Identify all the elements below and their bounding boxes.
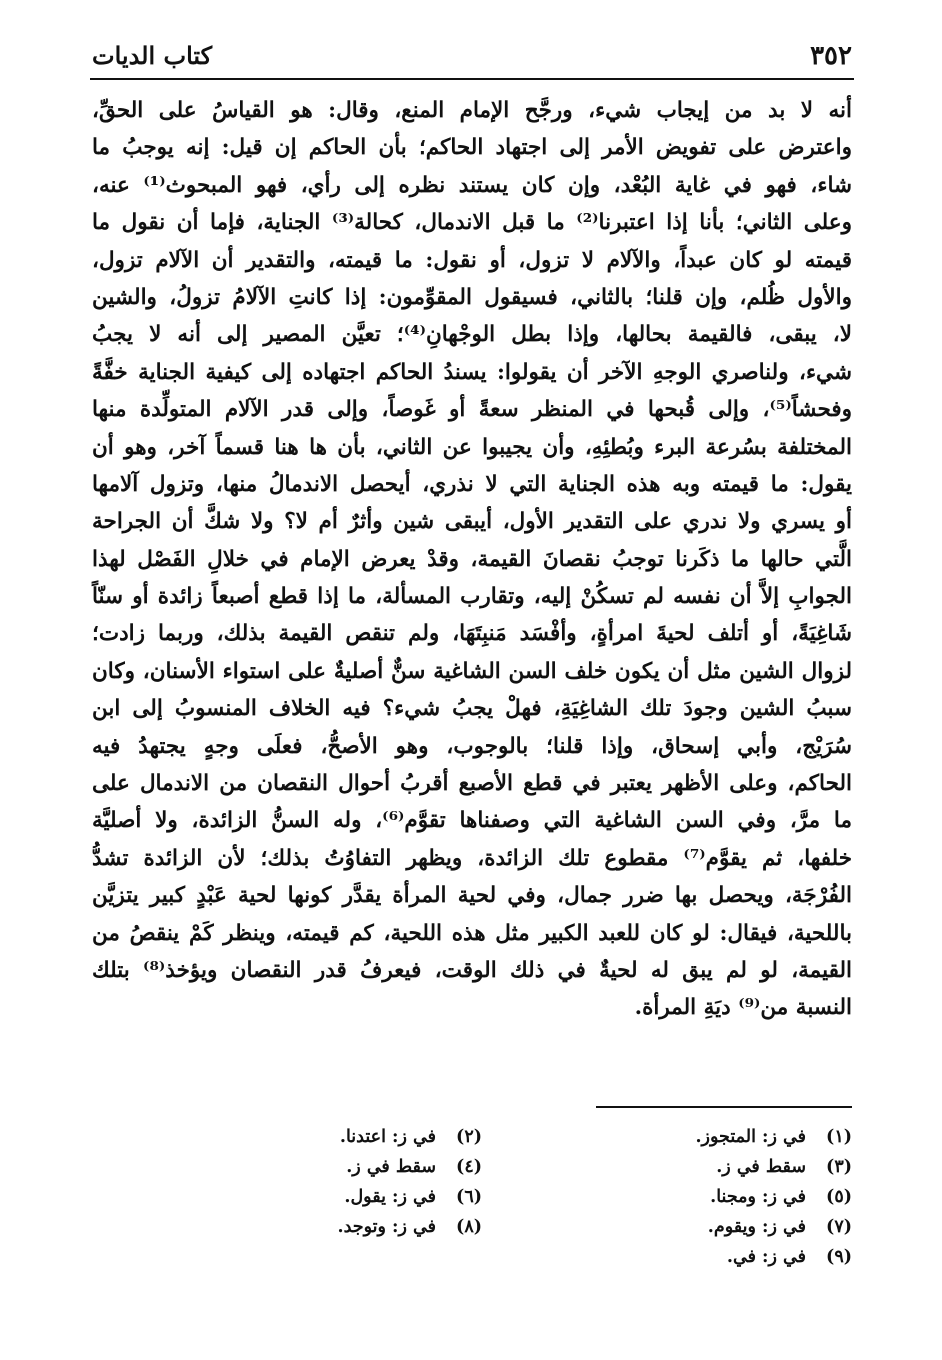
footnote-6: [152, 1182, 482, 1212]
footnote-text: في ز: ومجنا.: [710, 1187, 806, 1207]
text-line: الجوابِ إلاَّ أن نفسه لم تسكُنْ إليه، وتقارب المسألة، ما إذا قطع أصبعاً زائدة أو سنّاً: [92, 584, 852, 610]
footnote-3: [522, 1152, 852, 1182]
text-line: الحاكم، وعلى الأظهر يعتبر في قطع الأصبع أقربُ أحوال النقصان من الاندمال على: [92, 771, 852, 797]
text-line: لا، يبقى، فالقيمة بحالها، وإذا بطل الوجْهانِ⁽⁴⁾؛ تعيَّن المصير إلى أنه لا يجبُ: [92, 322, 852, 348]
footnote-row: [92, 1152, 852, 1182]
footnote-text: في ز: يقول.: [344, 1187, 436, 1207]
header-rule: [90, 78, 854, 80]
footnote-text: في ز: اعتدنا.: [339, 1127, 436, 1147]
text-line: خلفها، ثم يقوَّم⁽⁷⁾ مقطوع تلك الزائدة، ويظهر التفاوُتُ بذلك؛ لأن الزائدة تشدُّ: [92, 845, 852, 871]
page-header: [92, 30, 852, 74]
text-line: الفُرْجَة، ويحصل بها ضرر جمال، وفي لحية المرأة يقدَّر كونها لحية عَبْدٍ كبير يتزيَّن: [92, 883, 852, 909]
text-line: وفحشاً⁽⁵⁾، وإلى قُبحها في المنظر سعةً أو غَوصاً، وإلى قدر الآلام المتولِّدة منها: [92, 397, 852, 423]
footnote-4: [152, 1152, 482, 1182]
footnote-2: [152, 1122, 482, 1152]
footnote-number: (٢): [456, 1127, 482, 1147]
main-text: [92, 92, 852, 1027]
footnote-1: [522, 1122, 852, 1152]
footnote-number: (٥): [826, 1187, 852, 1207]
text-line: المختلفة بسُرعة البرء وبُطئِهِ، وأن يجيبوا عن الثاني، بأن ها هنا قسماً آخر، وهو أن: [92, 434, 852, 460]
text-line: أنه لا بد من إيجاب شيء، ورجَّح الإمام المنع، وقال: هو القياسُ على الحقِّ،: [92, 98, 852, 123]
footnote-number: (٦): [456, 1187, 482, 1207]
text-line: وعلى الثاني؛ بأنا إذا اعتبرنا⁽²⁾ ما قبل الاندمال، كحالة⁽³⁾ الجناية، فإما أن نقول ما: [92, 210, 852, 236]
footnote-number: (١): [826, 1127, 852, 1147]
text-line: لزوال الشين مثل أن يكون خلف السن الشاغية سنٌّ أصليةٌ على استواء الأسنان، وكان: [92, 658, 852, 684]
text-line: شاء، فهو في غاية البُعْد، وإن كان يستند نظره إلى رأي، فهو المبحوث⁽¹⁾ عنه،: [92, 172, 853, 198]
footnote-number: (٧): [826, 1217, 852, 1237]
footnote-text: في ز: وتوجد.: [337, 1217, 436, 1237]
footnotes: [92, 1122, 852, 1272]
footnote-text: سقط في ز.: [716, 1157, 806, 1177]
footnote-number: (٨): [456, 1217, 482, 1237]
footnote-text: سقط في ز.: [346, 1157, 436, 1177]
text-line: سببُ الشين وجودَ تلك الشاغِيَةِ، فهلْ يجبُ شيء؟ فيه الخلاف المنسوبُ إلى ابن: [92, 696, 852, 722]
footnote-text: في ز: ويقوم.: [707, 1217, 806, 1237]
text-line: ما مرَّ، وفي السن الشاغية التي وصفناها تقوَّم⁽⁶⁾، وله السنُّ الزائدة، ولا أصليَّة: [92, 808, 852, 834]
footnote-number: (٣): [826, 1157, 852, 1177]
text-line: النسبة من⁽⁹⁾ ديَةِ المرأة.: [634, 995, 852, 1021]
text-line: يقول: ما قيمته وبه هذه الجناية التي لا نذري، أيحصل الاندمالُ منها، وتزول آلامها: [92, 471, 852, 497]
footnote-row: [92, 1182, 852, 1212]
text-line: واعترض على تفويض الأمر إلى اجتهاد الحاكم؛ بأن الحاكم إن قيل: إنه يوجبُ ما: [92, 135, 852, 161]
page-number: ٣٥٢: [810, 41, 852, 71]
footnote-text: في ز: في.: [726, 1247, 806, 1267]
text-line: أو يسري ولا ندري على التقدير الأول، أيبقى شين وأثرٌ أم لا؟ ولا شكَّ أن الجراحة: [92, 509, 852, 535]
footnote-8: [152, 1212, 482, 1242]
text-line: قيمته لو كان عبداً، والآلام لا تزول، أو نقول: ما قيمته، والتقدير أن الآلام تزول،: [92, 247, 852, 273]
running-title: كتاب الديات: [92, 41, 213, 70]
text-line: القيمة، لو لم يبق له لحيةٌ في ذلك الوقت، فيعرفُ قدر النقصان ويؤخذ⁽⁸⁾ بتلك: [92, 957, 852, 983]
text-line: والأول ظُلم، وإن قلنا؛ بالثاني، فسيقول المقوِّمون: إذا كانتِ الآلامُ تزولُ، والشين: [92, 284, 852, 310]
text-line: الَّتي حالها ما ذكَرنا توجبُ نقصانَ القيمة، وقدْ يعرض الإمام في خلالِ الفَصْل لهذا: [92, 546, 852, 572]
footnote-number: (٤): [456, 1157, 482, 1177]
footnote-9: [522, 1242, 852, 1272]
footnote-7: [522, 1212, 852, 1242]
footnote-text: في ز: المتجوز.: [695, 1127, 806, 1147]
text-line: سُرَيْج، وأبي إسحاق، وإذا قلنا؛ بالوجوب، وهو الأصحُّ، فعلَى وجهٍ يجتهدُ فيه: [92, 733, 852, 759]
footnote-row: [92, 1242, 852, 1272]
footnote-row: [92, 1122, 852, 1152]
footnote-5: [522, 1182, 852, 1212]
text-line: باللحية، فيقال: لو كان للعبد الكبير مثل هذه اللحية، كم قيمته، وينظر كَمْ ينقصُ من: [92, 920, 852, 946]
footnote-rule: [596, 1106, 852, 1108]
footnote-row: [92, 1212, 852, 1242]
text-line: شَاغِيَةً، أو أتلف لحيةَ امرأةٍ، وأفْسَد مَنبِتَهَا، ولم تنقص القيمة بذلك، وربما زادت؛: [92, 621, 852, 647]
footnote-number: (٩): [826, 1247, 852, 1267]
text-line: شيء، ولناصري الوجهِ الآخر أن يقولوا: يسندُ الحاكم اجتهاده إلى كيفية الجناية خفَّةً: [92, 359, 852, 385]
